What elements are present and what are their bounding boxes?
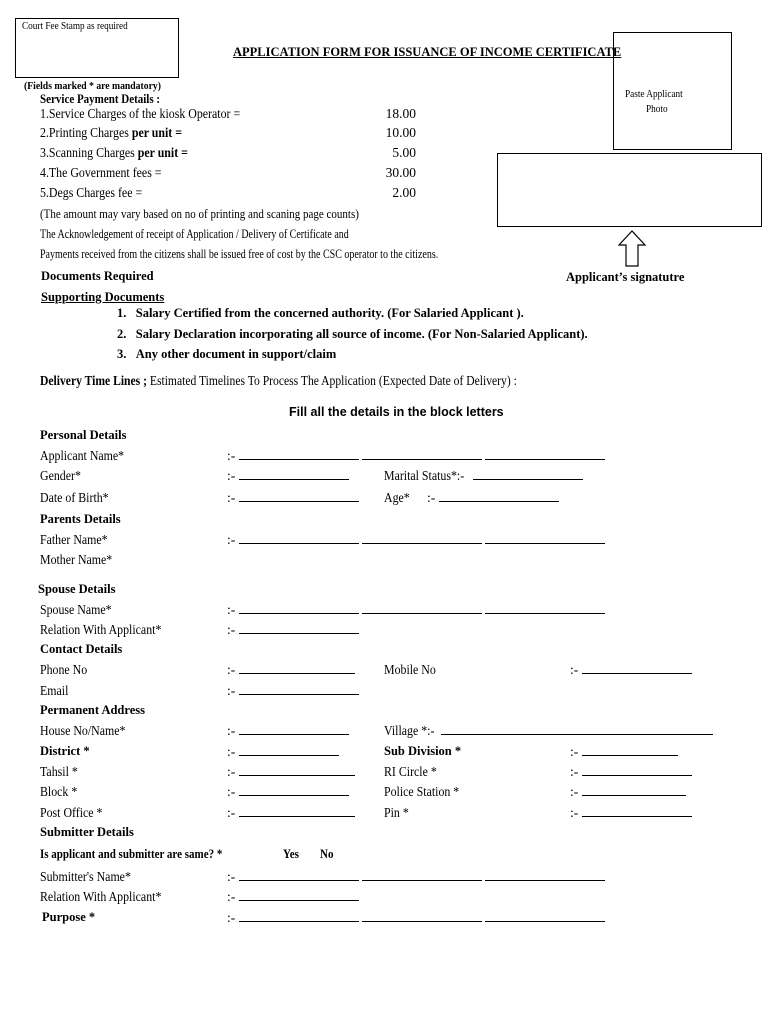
fee-value: 30.00: [385, 165, 416, 180]
same-question: Is applicant and submitter are same? *: [40, 847, 223, 861]
yes-option[interactable]: Yes: [283, 847, 299, 861]
label-sub-division: Sub Division *: [384, 744, 462, 758]
label-block: Block *: [40, 784, 78, 799]
fee-row: 3.Scanning Charges per unit =: [40, 145, 188, 160]
label-district: District *: [40, 744, 90, 758]
label-phone: Phone No: [40, 662, 88, 677]
documents-required-heading: Documents Required: [41, 269, 154, 283]
purpose-field[interactable]: :-: [227, 910, 608, 926]
block-field[interactable]: :-: [227, 784, 352, 800]
police-station-field[interactable]: :-: [570, 784, 689, 800]
label-father-name: Father Name*: [40, 532, 108, 547]
court-fee-stamp-box: [15, 18, 179, 78]
note-amount: (The amount may vary based on no of printing and scaning page counts): [40, 207, 359, 221]
doc-item: 3. Any other document in support/claim: [117, 347, 337, 361]
submitter-name-field[interactable]: :-: [227, 869, 608, 885]
fee-row: 1.Service Charges of the kiosk Operator =: [40, 106, 241, 121]
doc-item: 2. Salary Declaration incorporating all source of income. (For Non-Salaried Applicant).: [117, 327, 588, 341]
tahsil-field[interactable]: :-: [227, 764, 358, 780]
label-police-station: Police Station *: [384, 784, 460, 799]
age-field[interactable]: :-: [427, 490, 562, 506]
label-village: Village *:-: [384, 723, 435, 738]
photo-box: [613, 32, 732, 150]
section-spouse: Spouse Details: [38, 582, 116, 596]
label-pin: Pin *: [384, 805, 409, 820]
photo-label-2: Photo: [646, 104, 668, 115]
phone-field[interactable]: :-: [227, 662, 358, 678]
label-spouse-name: Spouse Name*: [40, 602, 112, 617]
sub-division-field[interactable]: :-: [570, 744, 681, 760]
delivery-timelines: Delivery Time Lines ; Estimated Timelines To Process The Application (Expected Date of Delivery) :: [40, 373, 517, 388]
section-parents: Parents Details: [40, 512, 121, 526]
label-ri-circle: RI Circle *: [384, 764, 437, 779]
supporting-documents-heading: Supporting Documents: [41, 290, 165, 304]
label-dob: Date of Birth*: [40, 490, 109, 505]
service-heading: Service Payment Details :: [40, 92, 161, 106]
court-fee-stamp-label: Court Fee Stamp as required: [22, 21, 128, 32]
page-title: APPLICATION FORM FOR ISSUANCE OF INCOME CERTIFICATE: [233, 45, 622, 59]
dob-field[interactable]: :-: [227, 490, 362, 506]
label-house: House No/Name*: [40, 723, 126, 738]
doc-item: 1. Salary Certified from the concerned authority. (For Salaried Applicant ).: [117, 306, 524, 320]
fee-row: 5.Degs Charges fee =: [40, 185, 143, 200]
label-relation: Relation With Applicant*: [40, 622, 162, 637]
photo-label-1: Paste Applicant: [625, 89, 683, 100]
label-submitter-name: Submitter's Name*: [40, 869, 131, 884]
fee-value: 5.00: [392, 145, 416, 160]
label-gender: Gender*: [40, 468, 81, 483]
note-acknowledgement: The Acknowledgement of receipt of Application / Delivery of Certificate and: [40, 227, 349, 241]
section-permanent-address: Permanent Address: [40, 703, 145, 717]
pin-field[interactable]: :-: [570, 805, 695, 821]
no-option[interactable]: No: [320, 847, 334, 861]
signature-box: [497, 153, 762, 227]
fee-value: 18.00: [385, 106, 416, 121]
label-purpose: Purpose *: [42, 910, 96, 924]
label-applicant-name: Applicant Name*: [40, 448, 125, 463]
label-email: Email: [40, 683, 69, 698]
ri-circle-field[interactable]: :-: [570, 764, 695, 780]
mobile-field[interactable]: :-: [570, 662, 695, 678]
relation-field[interactable]: :-: [227, 622, 362, 638]
post-office-field[interactable]: :-: [227, 805, 358, 821]
gender-field[interactable]: :-: [227, 468, 352, 484]
section-submitter: Submitter Details: [40, 825, 134, 839]
label-post-office: Post Office *: [40, 805, 103, 820]
fee-value: 10.00: [385, 125, 416, 140]
note-payments: Payments received from the citizens shall be issued free of cost by the CSC operator to the citizens.: [40, 247, 439, 261]
mandatory-note: (Fields marked * are mandatory): [24, 80, 161, 92]
label-age: Age*: [384, 490, 410, 505]
email-field[interactable]: :-: [227, 683, 362, 699]
fee-row: 4.The Government fees =: [40, 165, 162, 180]
father-name-field[interactable]: :-: [227, 532, 608, 548]
section-contact: Contact Details: [40, 642, 123, 656]
label-relation-2: Relation With Applicant*: [40, 889, 162, 904]
applicant-name-field[interactable]: :-: [227, 448, 608, 464]
signature-label: Applicant’s signatutre: [566, 270, 685, 284]
fee-value: 2.00: [392, 185, 416, 200]
house-field[interactable]: :-: [227, 723, 352, 739]
spouse-name-field[interactable]: :-: [227, 602, 608, 618]
label-tahsil: Tahsil *: [40, 764, 78, 779]
section-personal: Personal Details: [40, 428, 127, 442]
label-marital-status: Marital Status*:-: [384, 468, 465, 483]
village-field[interactable]: [441, 723, 716, 739]
block-letters-instruction: Fill all the details in the block letters: [289, 405, 504, 419]
up-arrow-icon: [617, 230, 647, 268]
label-mother-name: Mother Name*: [40, 552, 113, 567]
district-field[interactable]: :-: [227, 744, 342, 760]
label-mobile: Mobile No: [384, 662, 436, 677]
relation-2-field[interactable]: :-: [227, 889, 362, 905]
marital-status-field[interactable]: [473, 468, 586, 484]
fee-row: 2.Printing Charges per unit =: [40, 125, 182, 140]
